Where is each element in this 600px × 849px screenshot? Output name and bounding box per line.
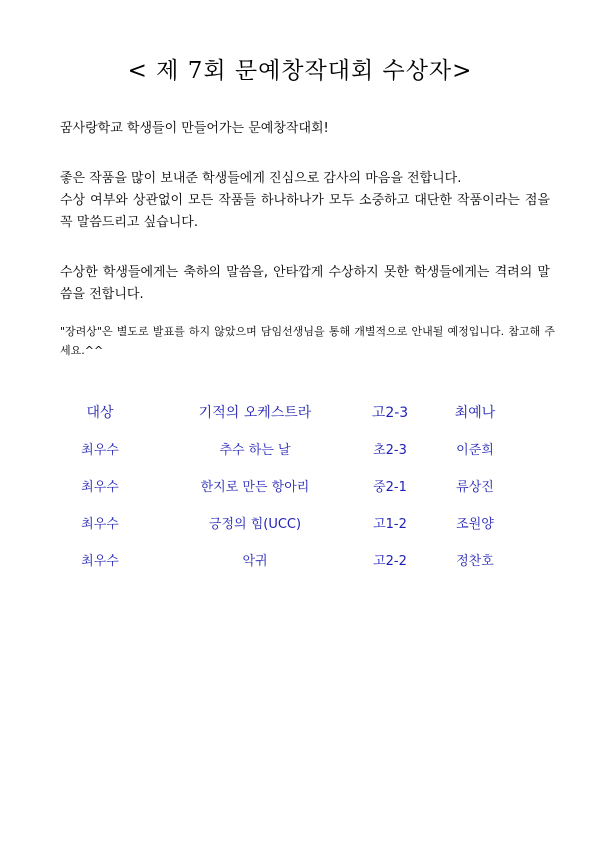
award-row [0,400,600,437]
award-prize: 최우수 [81,480,119,495]
award-prize: 최우수 [81,517,119,532]
notice-text: "장려상"은 별도로 발표를 하지 않았으며 담임선생님을 통해 개별적으로 안내될 예정입니다. 참고해 주세요.^^ [60,325,555,357]
page-title: < 제 7회 문예창작대회 수상자> [127,58,473,84]
award-work-title: 추수 하는 날 [219,443,291,458]
intro-text: 꿈사랑학교 학생들이 만들어가는 문예창작대회! [60,121,329,136]
award-student-name: 조원양 [456,517,494,532]
award-prize: 최우수 [81,554,119,569]
award-row [0,548,600,585]
award-class: 고2-3 [371,405,409,421]
awards-list [0,400,600,585]
congrats-paragraph [60,262,550,306]
thanks-paragraph [60,168,550,234]
award-student-name: 이준희 [456,443,494,458]
award-prize: 대상 [86,405,114,421]
award-work-title: 긍정의 힘(UCC) [208,517,302,532]
notice-paragraph [60,322,555,360]
award-class: 중2-1 [373,480,407,495]
award-work-title: 악귀 [242,554,268,569]
intro-paragraph [60,118,550,140]
award-class: 고1-2 [373,517,407,532]
award-row [0,474,600,511]
award-student-name: 정찬호 [456,554,494,569]
award-student-name: 류상진 [456,480,494,495]
thanks-line: 좋은 작품을 많이 보내준 학생들에게 진심으로 감사의 마음을 전합니다. [60,171,462,186]
award-class: 초2-3 [373,443,407,458]
award-student-name: 최예나 [454,405,496,421]
award-class: 고2-2 [373,554,407,569]
thanks-line-2: 수상 여부와 상관없이 모든 작품들 하나하나가 모두 소중하고 대단한 작품이라는 점을 꼭 말씀드리고 싶습니다. [60,193,550,230]
award-work-title: 기적의 오케스트라 [198,405,312,421]
award-row [0,437,600,474]
award-work-title: 한지로 만든 항아리 [200,480,310,495]
award-prize: 최우수 [81,443,119,458]
award-row [0,511,600,548]
congrats-text: 수상한 학생들에게는 축하의 말씀을, 안타깝게 수상하지 못한 학생들에게는 격려의 말씀을 전합니다. [60,265,550,302]
